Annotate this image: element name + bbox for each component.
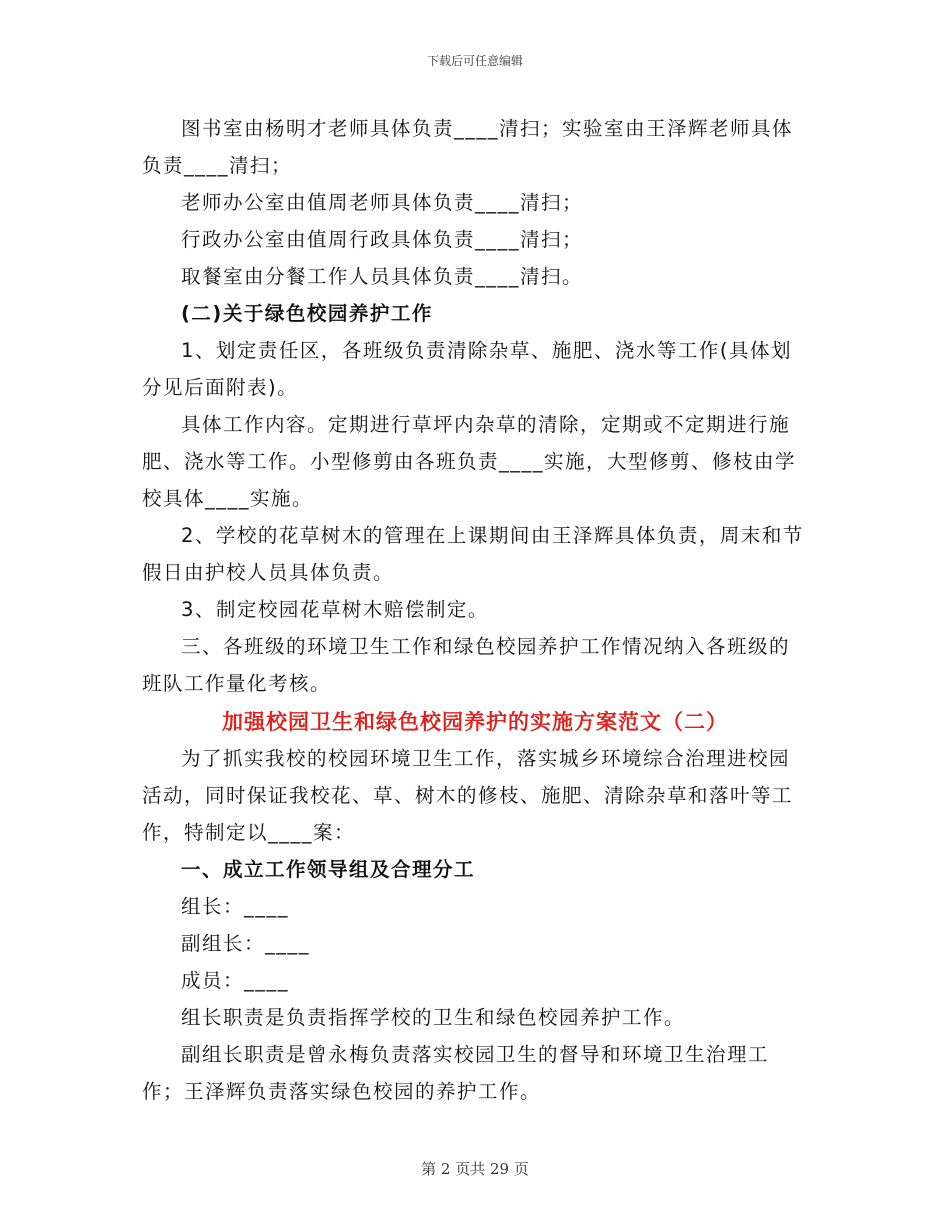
paragraph: 三、各班级的环境卫生工作和绿色校园养护工作情况纳入各班级的班队工作量化考核。 xyxy=(142,635,791,695)
section-heading: 一、成立工作领导组及合理分工 xyxy=(181,858,476,881)
paragraph: 副组长职责是曾永梅负责落实校园卫生的督导和环境卫生治理工作；王泽辉负责落实绿色校园的养护工作。 xyxy=(142,1043,770,1103)
paragraph: 具体工作内容。定期进行草坪内杂草的清除，定期或不定期进行施肥、浇水等工作。小型修剪由各班负责____实施，大型修剪、修枝由学校具体____实施。 xyxy=(142,413,797,510)
paragraph: 2、学校的花草树木的管理在上课期间由王泽辉具体负责，周末和节假日由护校人员具体负责。 xyxy=(142,524,804,584)
page-header: 下载后可任意编辑 xyxy=(426,54,523,68)
paragraph: 组长：____ xyxy=(181,895,290,918)
section-heading: (二)关于绿色校园养护工作 xyxy=(181,302,433,325)
paragraph: 成员：____ xyxy=(181,969,290,992)
paragraph: 取餐室由分餐工作人员具体负责____清扫。 xyxy=(181,265,584,288)
paragraph: 行政办公室由值周行政具体负责____清扫； xyxy=(181,228,584,251)
paragraph: 为了抓实我校的校园环境卫生工作，落实城乡环境综合治理进校园活动，同时保证我校花、草、树木的修枝、施肥、清除杂草和落叶等工作，特制定以____案： xyxy=(142,747,794,844)
paragraph: 副组长：____ xyxy=(181,932,311,955)
paragraph: 1、划定责任区，各班级负责清除杂草、施肥、浇水等工作(具体划分见后面附表)。 xyxy=(142,339,793,399)
document-title: 加强校园卫生和绿色校园养护的实施方案范文（二） xyxy=(222,709,728,734)
page-footer: 第 2 页共 29 页 xyxy=(421,1160,529,1178)
paragraph: 老师办公室由值周老师具体负责____清扫； xyxy=(181,191,584,214)
paragraph: 图书室由杨明才老师具体负责____清扫；实验室由王泽辉老师具体负责____清扫； xyxy=(142,117,794,177)
paragraph: 组长职责是负责指挥学校的卫生和绿色校园养护工作。 xyxy=(181,1006,686,1029)
paragraph: 3、制定校园花草树木赔偿制定。 xyxy=(181,598,489,621)
document-body xyxy=(142,110,808,1110)
